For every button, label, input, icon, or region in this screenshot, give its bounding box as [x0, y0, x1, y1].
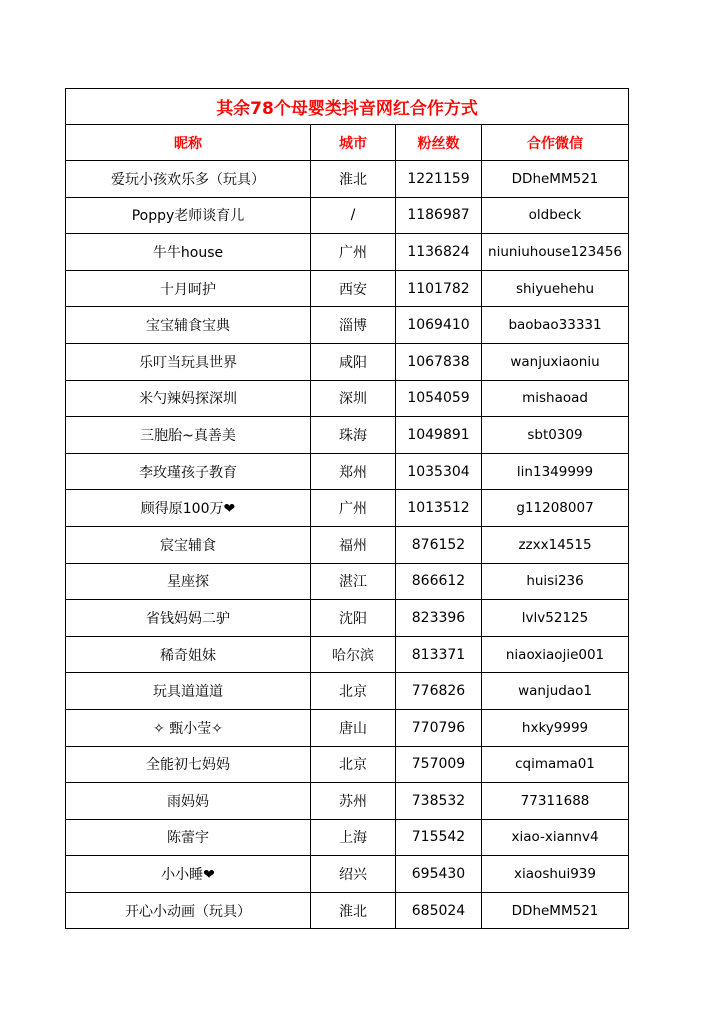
table-row — [66, 856, 629, 893]
nickname-cell: 雨妈妈 — [66, 783, 311, 820]
wechat-cell: oldbeck — [482, 197, 629, 234]
wechat-cell: huisi236 — [482, 563, 629, 600]
nickname-cell: 乐叮当玩具世界 — [66, 343, 311, 380]
followers-cell: 1069410 — [396, 307, 482, 344]
followers-cell: 715542 — [396, 819, 482, 856]
followers-cell: 813371 — [396, 636, 482, 673]
table-row — [66, 270, 629, 307]
wechat-cell: lvlv52125 — [482, 600, 629, 637]
wechat-cell: xiao-xiannv4 — [482, 819, 629, 856]
wechat-cell: hxky9999 — [482, 709, 629, 746]
table-row — [66, 636, 629, 673]
table-row — [66, 673, 629, 710]
wechat-cell: sbt0309 — [482, 417, 629, 454]
city-cell: 广州 — [311, 490, 396, 527]
wechat-cell: zzxx14515 — [482, 526, 629, 563]
table-row — [66, 526, 629, 563]
followers-cell: 685024 — [396, 892, 482, 929]
table-row — [66, 453, 629, 490]
nickname-cell: 陈蕾宇 — [66, 819, 311, 856]
city-cell: 咸阳 — [311, 343, 396, 380]
header-nickname: 昵称 — [66, 125, 311, 161]
nickname-cell: 稀奇姐妹 — [66, 636, 311, 673]
city-cell: 哈尔滨 — [311, 636, 396, 673]
wechat-cell: niuniuhouse123456 — [482, 234, 629, 271]
nickname-cell: 开心小动画（玩具） — [66, 892, 311, 929]
nickname-cell: Poppy老师谈育儿 — [66, 197, 311, 234]
nickname-cell: 米勺辣妈探深圳 — [66, 380, 311, 417]
followers-cell: 757009 — [396, 746, 482, 783]
table-row — [66, 563, 629, 600]
followers-cell: 738532 — [396, 783, 482, 820]
nickname-cell: 三胞胎~真善美 — [66, 417, 311, 454]
followers-cell: 1035304 — [396, 453, 482, 490]
city-cell: 西安 — [311, 270, 396, 307]
followers-cell: 1186987 — [396, 197, 482, 234]
followers-cell: 866612 — [396, 563, 482, 600]
table-title: 其余78个母婴类抖音网红合作方式 — [66, 89, 629, 125]
table-row — [66, 819, 629, 856]
nickname-cell: 牛牛house — [66, 234, 311, 271]
city-cell: 北京 — [311, 746, 396, 783]
table-row — [66, 746, 629, 783]
nickname-cell: 省钱妈妈二驴 — [66, 600, 311, 637]
followers-cell: 1049891 — [396, 417, 482, 454]
city-cell: 淄博 — [311, 307, 396, 344]
table-row — [66, 234, 629, 271]
nickname-cell: 爱玩小孩欢乐多（玩具） — [66, 161, 311, 198]
influencer-table — [65, 88, 629, 929]
city-cell: 湛江 — [311, 563, 396, 600]
wechat-cell: wanjuxiaoniu — [482, 343, 629, 380]
table-row — [66, 783, 629, 820]
nickname-cell: 玩具道道道 — [66, 673, 311, 710]
city-cell: 唐山 — [311, 709, 396, 746]
wechat-cell: DDheMM521 — [482, 892, 629, 929]
wechat-cell: g11208007 — [482, 490, 629, 527]
nickname-cell: 宸宝辅食 — [66, 526, 311, 563]
wechat-cell: xiaoshui939 — [482, 856, 629, 893]
nickname-cell: 十月呵护 — [66, 270, 311, 307]
followers-cell: 823396 — [396, 600, 482, 637]
city-cell: 北京 — [311, 673, 396, 710]
table-row — [66, 490, 629, 527]
wechat-cell: niaoxiaojie001 — [482, 636, 629, 673]
wechat-cell: baobao33331 — [482, 307, 629, 344]
followers-cell: 1013512 — [396, 490, 482, 527]
header-city: 城市 — [311, 125, 396, 161]
header-wechat: 合作微信 — [482, 125, 629, 161]
followers-cell: 1054059 — [396, 380, 482, 417]
city-cell: 深圳 — [311, 380, 396, 417]
wechat-cell: shiyuehehu — [482, 270, 629, 307]
city-cell: 沈阳 — [311, 600, 396, 637]
followers-cell: 876152 — [396, 526, 482, 563]
table-row — [66, 600, 629, 637]
followers-cell: 776826 — [396, 673, 482, 710]
city-cell: 上海 — [311, 819, 396, 856]
table-row — [66, 380, 629, 417]
nickname-cell: 李玫瑾孩子教育 — [66, 453, 311, 490]
wechat-cell: mishaoad — [482, 380, 629, 417]
table-row — [66, 709, 629, 746]
city-cell: 福州 — [311, 526, 396, 563]
followers-cell: 770796 — [396, 709, 482, 746]
wechat-cell: 77311688 — [482, 783, 629, 820]
city-cell: 苏州 — [311, 783, 396, 820]
table-row — [66, 161, 629, 198]
followers-cell: 1221159 — [396, 161, 482, 198]
table-row — [66, 307, 629, 344]
nickname-cell: 星座探 — [66, 563, 311, 600]
header-followers: 粉丝数 — [396, 125, 482, 161]
table-row — [66, 197, 629, 234]
table-row — [66, 892, 629, 929]
nickname-cell: ✧ 甄小莹✧ — [66, 709, 311, 746]
wechat-cell: lin1349999 — [482, 453, 629, 490]
city-cell: 广州 — [311, 234, 396, 271]
followers-cell: 695430 — [396, 856, 482, 893]
nickname-cell: 全能初七妈妈 — [66, 746, 311, 783]
header-row — [66, 125, 629, 161]
table-row — [66, 417, 629, 454]
nickname-cell: 顾得原100万❤ — [66, 490, 311, 527]
nickname-cell: 宝宝辅食宝典 — [66, 307, 311, 344]
city-cell: 郑州 — [311, 453, 396, 490]
table-row — [66, 343, 629, 380]
nickname-cell: 小小睡❤ — [66, 856, 311, 893]
wechat-cell: wanjudao1 — [482, 673, 629, 710]
city-cell: 淮北 — [311, 892, 396, 929]
followers-cell: 1136824 — [396, 234, 482, 271]
city-cell: 绍兴 — [311, 856, 396, 893]
wechat-cell: DDheMM521 — [482, 161, 629, 198]
city-cell: 珠海 — [311, 417, 396, 454]
city-cell: 淮北 — [311, 161, 396, 198]
followers-cell: 1101782 — [396, 270, 482, 307]
wechat-cell: cqimama01 — [482, 746, 629, 783]
city-cell: / — [311, 197, 396, 234]
followers-cell: 1067838 — [396, 343, 482, 380]
